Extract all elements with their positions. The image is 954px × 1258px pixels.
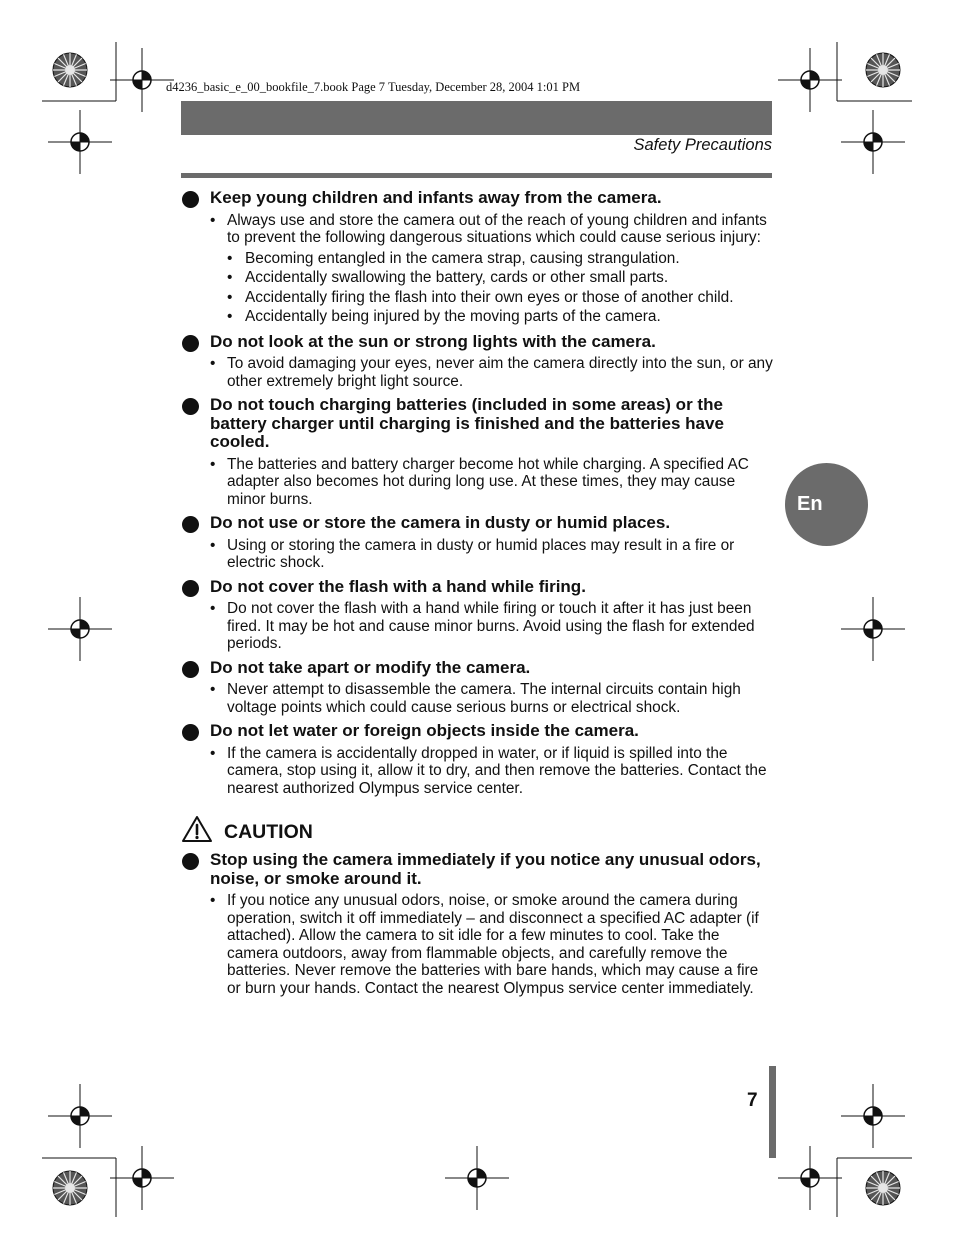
language-tab xyxy=(785,463,868,546)
bullet-dot-icon xyxy=(182,191,199,208)
bullet-dot-icon xyxy=(182,398,199,415)
bullet-dot-icon xyxy=(182,580,199,597)
precaution-heading: Do not let water or foreign objects inside the camera. xyxy=(210,721,639,740)
sub-bullet: • Accidentally being injured by the moving parts of the camera. xyxy=(227,307,773,327)
precaution-bullets xyxy=(181,745,773,798)
sub-bullet: • Accidentally firing the flash into their own eyes or those of another child. xyxy=(227,288,773,308)
caution-section xyxy=(181,851,773,997)
precaution-bullets xyxy=(181,681,773,716)
bullet-dot-icon xyxy=(182,661,199,678)
print-info-slug: d4236_basic_e_00_bookfile_7.book Page 7 Tuesday, December 28, 2004 1:01 PM xyxy=(166,80,581,94)
header-bar xyxy=(181,101,772,135)
precaution-bullets xyxy=(181,355,773,390)
precaution-section xyxy=(181,514,773,572)
precaution-bullet xyxy=(181,212,773,327)
precaution-bullets xyxy=(181,456,773,509)
bullet-dot-icon xyxy=(182,335,199,352)
sub-bullet: • Becoming entangled in the camera strap, causing strangulation. xyxy=(227,249,773,269)
language-tab-label: En xyxy=(797,493,823,515)
precaution-heading: Do not take apart or modify the camera. xyxy=(210,657,531,677)
caution-header xyxy=(181,815,773,845)
safety-content xyxy=(181,189,773,997)
precaution-bullet: • The batteries and battery charger become hot while charging. A specified AC adapter also becomes hot during long use. At these times, they may cause minor burns. xyxy=(181,456,773,509)
precaution-heading: Do not use or store the camera in dusty or humid places. xyxy=(210,513,671,532)
precaution-bullet-text: Always use and store the camera out of the reach of young children and infants to prevent the following dangerous situations which could cause serious injury: xyxy=(227,211,767,246)
bullet-dot-icon xyxy=(182,724,199,741)
precaution-bullets xyxy=(181,537,773,572)
precaution-section xyxy=(181,722,773,797)
bullet-dot-icon xyxy=(182,516,199,533)
warning-triangle-icon xyxy=(181,815,213,843)
sub-bullet: • Accidentally swallowing the battery, cards or other small parts. xyxy=(227,268,773,288)
section-title: Safety Precautions xyxy=(633,136,772,154)
page-edge-bar xyxy=(769,1066,776,1158)
precaution-section xyxy=(181,659,773,717)
precaution-bullet: • If the camera is accidentally dropped in water, or if liquid is spilled into the camera, stop using it, allow it to dry, and then remove the batteries. Contact the nearest authorized Olympus service center. xyxy=(181,745,773,798)
precaution-bullets xyxy=(181,212,773,327)
precaution-bullet: • Do not cover the flash with a hand while firing or touch it after it has just been fired. It may be hot and cause minor burns. Avoid using the flash for extended periods. xyxy=(181,600,773,653)
header-rule xyxy=(181,173,772,178)
precaution-heading: Do not touch charging batteries (included in some areas) or the battery charger until charging is finished and the batteries have cooled. xyxy=(210,395,724,451)
caution-label: CAUTION xyxy=(224,821,313,843)
precaution-section xyxy=(181,189,773,327)
caution-heading: Stop using the camera immediately if you notice any unusual odors, noise, or smoke around it. xyxy=(210,850,761,888)
precaution-heading: Keep young children and infants away from the camera. xyxy=(210,188,662,207)
precaution-heading: Do not look at the sun or strong lights with the camera. xyxy=(210,331,656,351)
precaution-bullet: • Using or storing the camera in dusty or humid places may result in a fire or electric shock. xyxy=(181,537,773,572)
page-number: 7 xyxy=(747,1090,758,1111)
bullet-dot-icon xyxy=(182,853,199,870)
precaution-bullet: • Never attempt to disassemble the camera. The internal circuits contain high voltage points which could cause serious burns or electrical shock. xyxy=(181,681,773,716)
precaution-bullet: • To avoid damaging your eyes, never aim the camera directly into the sun, or any other extremely bright light source. xyxy=(181,355,773,390)
precaution-section xyxy=(181,396,773,508)
precaution-heading: Do not cover the flash with a hand while firing. xyxy=(210,576,586,596)
precaution-section xyxy=(181,578,773,653)
caution-bullets xyxy=(181,892,773,997)
sub-bullet-list xyxy=(227,249,773,327)
precaution-section xyxy=(181,333,773,391)
precaution-bullets xyxy=(181,600,773,653)
caution-bullet: • If you notice any unusual odors, noise, or smoke around the camera during operation, switch it off immediately – and disconnect a specified AC adapter (if attached). Allow the camera to sit idle for a few minutes to cool. Take the camera outdoors, away from flammable objects, and carefully remove the batteries. Never remove the batteries with bare hands, which may cause a fire or burn your hands. Contact the nearest Olympus service center immediately. xyxy=(181,892,773,997)
